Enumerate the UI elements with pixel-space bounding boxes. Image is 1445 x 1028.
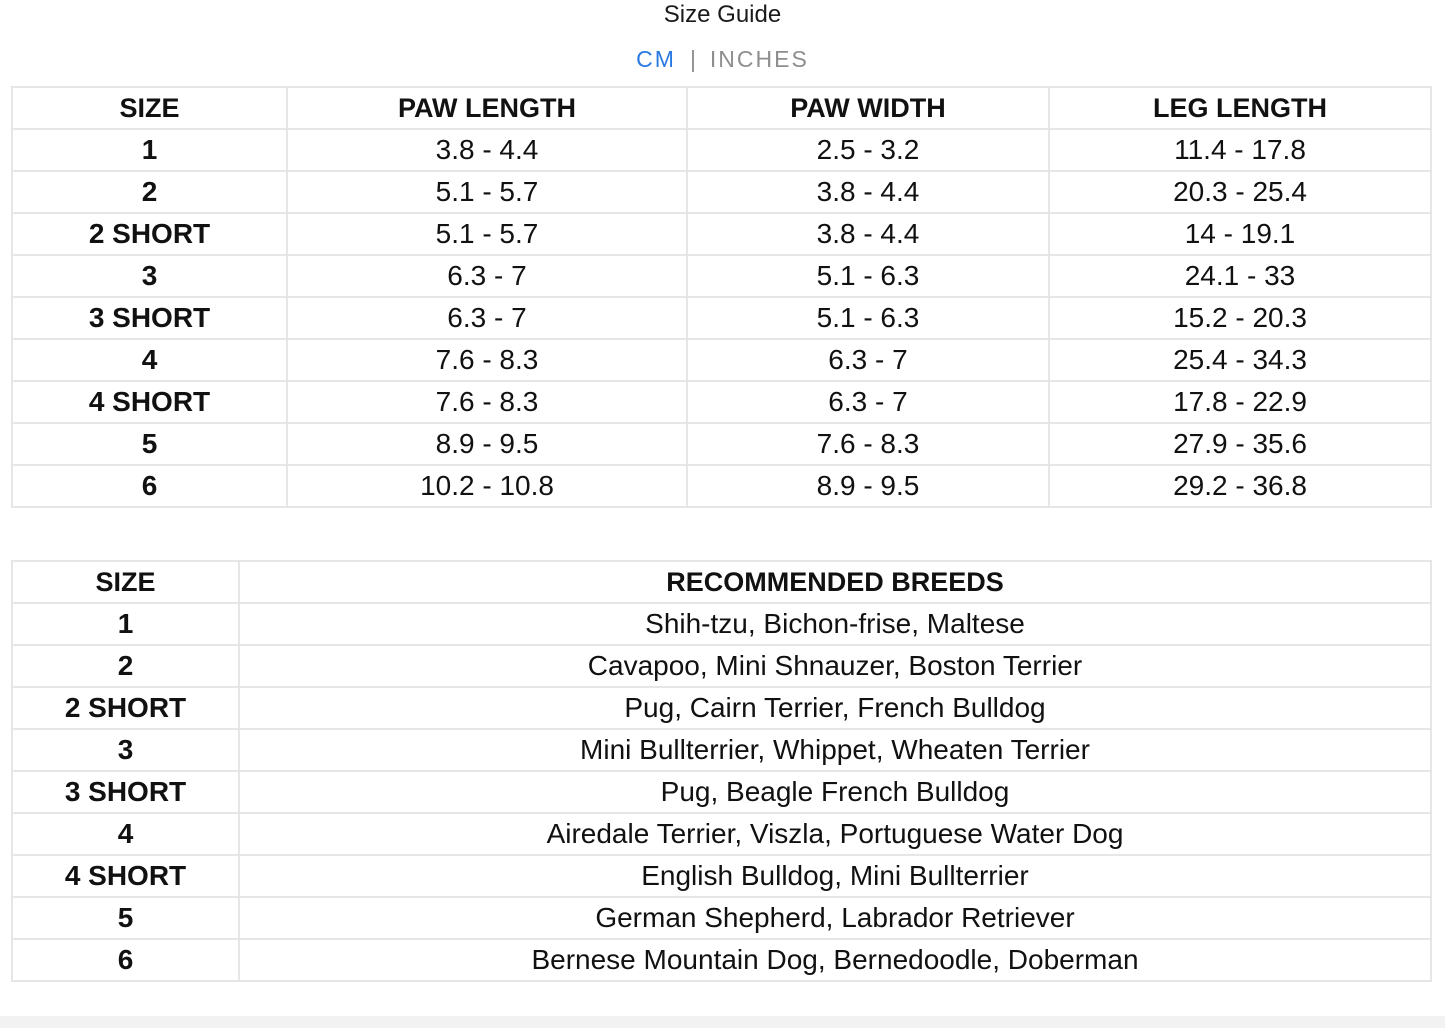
header-recommended-breeds: RECOMMENDED BREEDS: [239, 561, 1431, 603]
header-paw-length: PAW LENGTH: [287, 87, 687, 129]
header-paw-width: PAW WIDTH: [687, 87, 1049, 129]
size-cell: 2 SHORT: [12, 213, 287, 255]
breeds-cell: Bernese Mountain Dog, Bernedoodle, Doberman: [239, 939, 1431, 981]
paw-length-cell: 6.3 - 7: [287, 255, 687, 297]
breeds-cell: German Shepherd, Labrador Retriever: [239, 897, 1431, 939]
table-row: [12, 465, 1431, 507]
paw-width-cell: 8.9 - 9.5: [687, 465, 1049, 507]
size-cell: 6: [12, 939, 239, 981]
unit-toggle: [0, 44, 1445, 74]
size-cell: 2 SHORT: [12, 687, 239, 729]
table-row: [12, 339, 1431, 381]
table-row: [12, 813, 1431, 855]
paw-width-cell: 6.3 - 7: [687, 339, 1049, 381]
size-cell: 1: [12, 129, 287, 171]
leg-length-cell: 27.9 - 35.6: [1049, 423, 1431, 465]
table-row: [12, 423, 1431, 465]
header-size: SIZE: [12, 561, 239, 603]
paw-length-cell: 8.9 - 9.5: [287, 423, 687, 465]
unit-cm-button[interactable]: CM: [636, 46, 676, 72]
breed-table: [11, 560, 1432, 982]
breeds-cell: Cavapoo, Mini Shnauzer, Boston Terrier: [239, 645, 1431, 687]
table-row: [12, 645, 1431, 687]
paw-length-cell: 10.2 - 10.8: [287, 465, 687, 507]
table-row: [12, 939, 1431, 981]
paw-width-cell: 7.6 - 8.3: [687, 423, 1049, 465]
header-size: SIZE: [12, 87, 287, 129]
size-cell: 5: [12, 423, 287, 465]
paw-width-cell: 5.1 - 6.3: [687, 255, 1049, 297]
paw-length-cell: 7.6 - 8.3: [287, 381, 687, 423]
table-row: [12, 855, 1431, 897]
size-guide-title: Size Guide: [663, 1, 782, 28]
paw-length-cell: 5.1 - 5.7: [287, 171, 687, 213]
leg-length-cell: 17.8 - 22.9: [1049, 381, 1431, 423]
size-cell: 2: [12, 645, 239, 687]
table-row: [12, 255, 1431, 297]
measurement-table: [11, 86, 1432, 508]
size-cell: 4: [12, 339, 287, 381]
unit-separator: |: [689, 46, 696, 72]
table-row: [12, 897, 1431, 939]
table-row: [12, 603, 1431, 645]
size-cell: 6: [12, 465, 287, 507]
measurement-header-row: [12, 87, 1431, 129]
table-row: [12, 171, 1431, 213]
breeds-cell: Airedale Terrier, Viszla, Portuguese Water Dog: [239, 813, 1431, 855]
paw-length-cell: 5.1 - 5.7: [287, 213, 687, 255]
leg-length-cell: 29.2 - 36.8: [1049, 465, 1431, 507]
header-leg-length: LEG LENGTH: [1049, 87, 1431, 129]
size-cell: 2: [12, 171, 287, 213]
breeds-cell: Pug, Beagle French Bulldog: [239, 771, 1431, 813]
paw-width-cell: 5.1 - 6.3: [687, 297, 1049, 339]
size-cell: 4 SHORT: [12, 381, 287, 423]
breeds-cell: Mini Bullterrier, Whippet, Wheaten Terrier: [239, 729, 1431, 771]
table-row: [12, 381, 1431, 423]
leg-length-cell: 20.3 - 25.4: [1049, 171, 1431, 213]
unit-inches-button[interactable]: INCHES: [709, 46, 809, 72]
table-row: [12, 687, 1431, 729]
breeds-cell: Pug, Cairn Terrier, French Bulldog: [239, 687, 1431, 729]
breed-header-row: [12, 561, 1431, 603]
size-cell: 3 SHORT: [12, 297, 287, 339]
size-cell: 1: [12, 603, 239, 645]
table-row: [12, 729, 1431, 771]
table-row: [12, 297, 1431, 339]
leg-length-cell: 11.4 - 17.8: [1049, 129, 1431, 171]
size-cell: 3: [12, 729, 239, 771]
paw-width-cell: 3.8 - 4.4: [687, 171, 1049, 213]
table-row: [12, 213, 1431, 255]
table-row: [12, 771, 1431, 813]
paw-length-cell: 7.6 - 8.3: [287, 339, 687, 381]
size-cell: 4: [12, 813, 239, 855]
size-cell: 3: [12, 255, 287, 297]
size-cell: 3 SHORT: [12, 771, 239, 813]
leg-length-cell: 15.2 - 20.3: [1049, 297, 1431, 339]
leg-length-cell: 25.4 - 34.3: [1049, 339, 1431, 381]
paw-width-cell: 3.8 - 4.4: [687, 213, 1049, 255]
paw-length-cell: 6.3 - 7: [287, 297, 687, 339]
size-cell: 5: [12, 897, 239, 939]
leg-length-cell: 24.1 - 33: [1049, 255, 1431, 297]
page-footer-strip: [0, 1016, 1445, 1028]
paw-length-cell: 3.8 - 4.4: [287, 129, 687, 171]
paw-width-cell: 2.5 - 3.2: [687, 129, 1049, 171]
table-row: [12, 129, 1431, 171]
breeds-cell: English Bulldog, Mini Bullterrier: [239, 855, 1431, 897]
leg-length-cell: 14 - 19.1: [1049, 213, 1431, 255]
size-cell: 4 SHORT: [12, 855, 239, 897]
breeds-cell: Shih-tzu, Bichon-frise, Maltese: [239, 603, 1431, 645]
paw-width-cell: 6.3 - 7: [687, 381, 1049, 423]
